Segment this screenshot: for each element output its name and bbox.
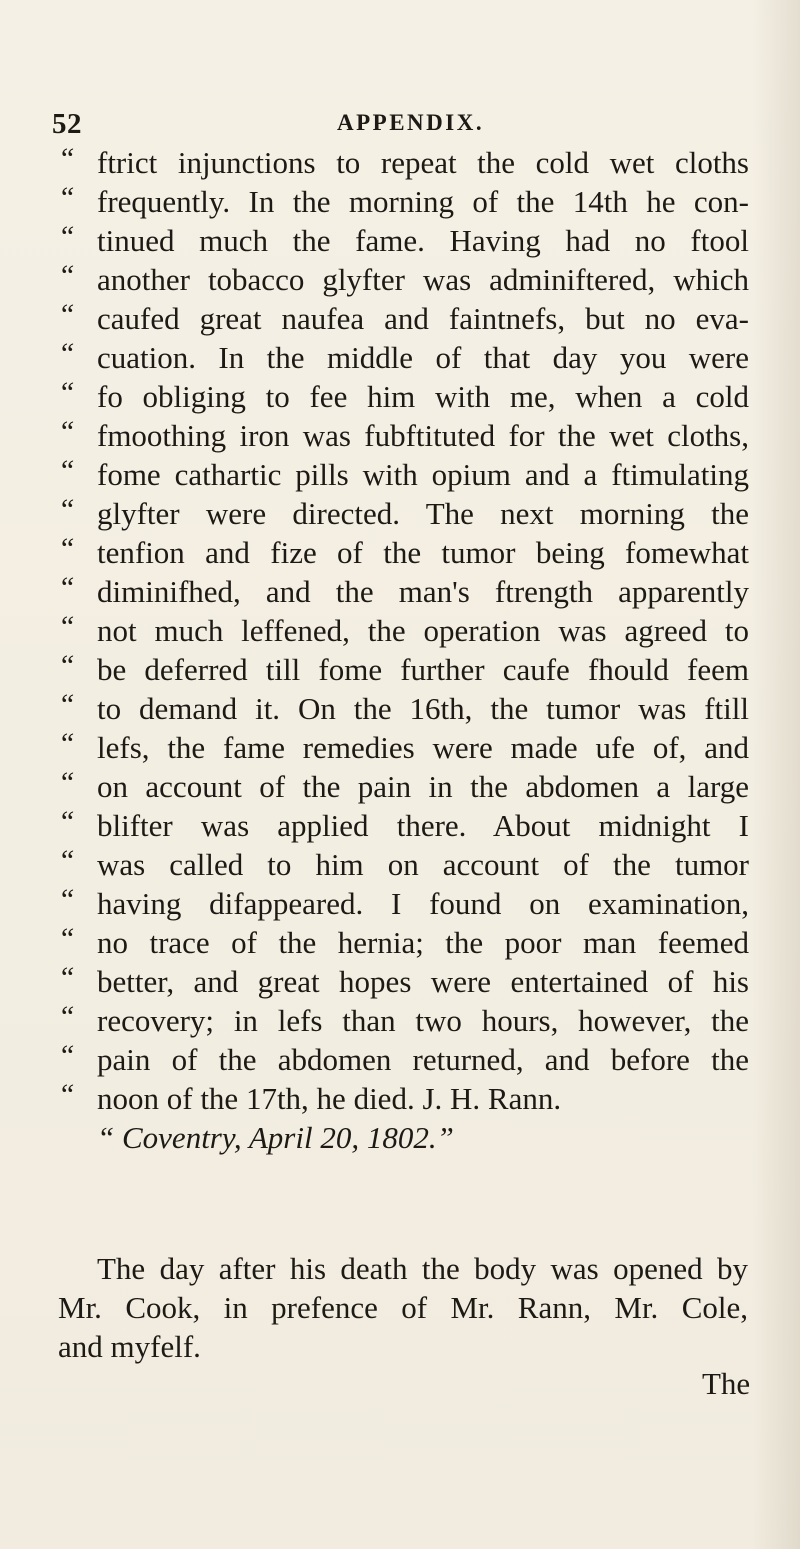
narrative-paragraph [58,1249,748,1366]
letter-line [58,377,748,416]
quote-mark: “ [58,805,75,838]
letter-line [58,689,748,728]
quote-mark: “ [58,844,75,877]
quote-mark: “ [58,1078,75,1111]
quote-mark: “ [58,1039,75,1072]
letter-line-text: having difappeared. I found on examination, [97,886,749,921]
letter-line [58,767,748,806]
quote-mark: “ [58,415,75,448]
letter-line-text: ftrict injunctions to repeat the cold wet cloths [97,145,749,180]
narrative-line: Mr. Cook, in prefence of Mr. Rann, Mr. Cole, [58,1290,748,1325]
letter-line [58,1040,748,1079]
quote-mark: “ [58,610,75,643]
letter-line-text: fmoothing iron was fubftituted for the wet cloths, [97,418,749,453]
letter-line-text: blifter was applied there. About midnight I [97,808,749,843]
letter-line-text: to demand it. On the 16th, the tumor was ftill [97,691,749,726]
letter-line [58,221,748,260]
letter-line [58,806,748,845]
quote-mark: “ [58,961,75,994]
letter-line-text: cuation. In the middle of that day you were [97,340,749,375]
letter-line [58,1079,748,1118]
letter-line [58,1001,748,1040]
letter-line [58,728,748,767]
letter-line-text: tenfion and fize of the tumor being fomewhat [97,535,749,570]
quote-mark: “ [58,298,75,331]
letter-line-text: recovery; in lefs than two hours, however, the [97,1003,749,1038]
quote-mark: “ [58,727,75,760]
letter-line [58,533,748,572]
quote-mark: “ [97,1120,115,1155]
letter-line [58,884,748,923]
letter-line-text: better, and great hopes were entertained of his [97,964,749,999]
narrative-line: and myfelf. [58,1329,201,1364]
letter-line-text: another tobacco glyfter was adminiftered, which [97,262,749,297]
letter-line [58,455,748,494]
letter-line-text: not much leffened, the operation was agreed to [97,613,749,648]
quote-mark: “ [58,493,75,526]
letter-line-text: fo obliging to fee him with me, when a cold [97,379,749,414]
letter-line-text: tinued much the fame. Having had no ftool [97,223,749,258]
quote-mark: “ [58,922,75,955]
letter-line [58,182,748,221]
quote-mark: “ [58,883,75,916]
quote-mark: “ [58,1000,75,1033]
quote-mark: “ [58,649,75,682]
letter-line-text: caufed great naufea and faintnefs, but no eva- [97,301,749,336]
letter-line [58,260,748,299]
letter-line-text: on account of the pain in the abdomen a large [97,769,749,804]
signature-place-date [97,1118,749,1157]
letter-line-text: be deferred till fome further caufe fhould feem [97,652,749,687]
quote-mark: “ [58,688,75,721]
page-number: 52 [52,108,82,140]
quote-mark: “ [58,220,75,253]
quote-mark: “ [58,337,75,370]
letter-line [58,572,748,611]
letter-line [58,611,748,650]
quoted-letter [58,143,748,1157]
letter-line-text: was called to him on account of the tumor [97,847,749,882]
letter-line [58,923,748,962]
letter-line-text: noon of the 17th, he died. J. H. Rann. [97,1081,562,1116]
letter-line-text: diminifhed, and the man's ftrength apparently [97,574,749,609]
quote-mark: “ [58,571,75,604]
letter-line-text: no trace of the hernia; the poor man feemed [97,925,749,960]
letter-line [58,494,748,533]
letter-line [58,650,748,689]
narrative-line: The day after his death the body was opened by [97,1251,748,1286]
quote-mark: “ [58,142,75,175]
letter-line-text: fome cathartic pills with opium and a ftimulating [97,457,749,492]
letter-line [58,416,748,455]
quote-mark: “ [58,181,75,214]
running-head [52,108,712,148]
catchword: The [702,1366,751,1401]
letter-signature-line [58,1118,748,1157]
letter-line-text: frequently. In the morning of the 14th he con- [97,184,749,219]
quote-mark: “ [58,766,75,799]
letter-line-text: lefs, the fame remedies were made ufe of, and [97,730,749,765]
quote-mark: “ [58,259,75,292]
running-head-title: APPENDIX. [337,110,485,135]
quote-mark: “ [58,532,75,565]
letter-line [58,143,748,182]
letter-line [58,338,748,377]
letter-line [58,962,748,1001]
quote-mark: “ [58,454,75,487]
letter-line-text: pain of the abdomen returned, and before the [97,1042,749,1077]
letter-line [58,845,748,884]
quote-mark: “ [58,376,75,409]
letter-line [58,299,748,338]
signature-text: Coventry, April 20, 1802.” [122,1120,454,1155]
letter-line-text: glyfter were directed. The next morning the [97,496,749,531]
